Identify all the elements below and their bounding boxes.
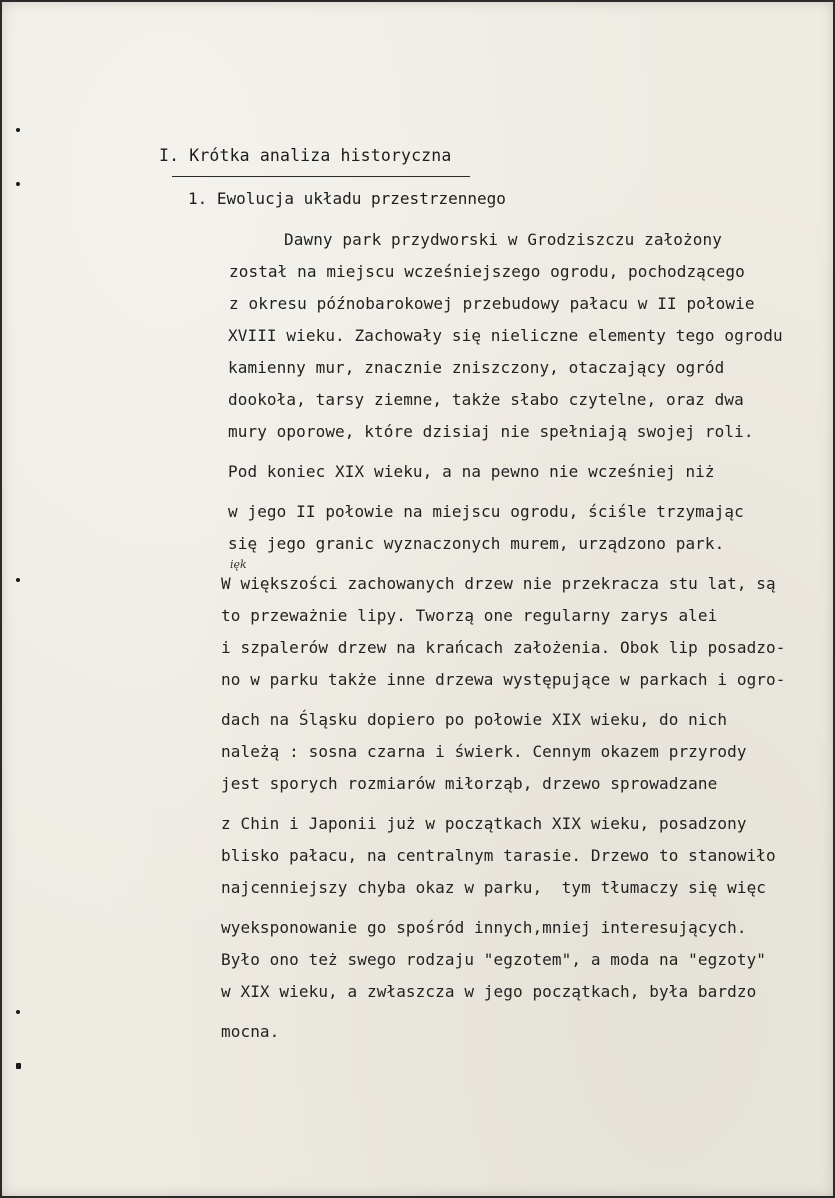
paragraph-line: się jego granic wyznaczonych murem, urządzono park. (228, 534, 725, 553)
margin-mark (16, 1063, 21, 1069)
paragraph-line: i szpalerów drzew na krańcach założenia. Obok lip posadzo- (221, 638, 786, 657)
paragraph-line: blisko pałacu, na centralnym tarasie. Drzewo to stanowiło (221, 846, 776, 865)
margin-mark (16, 1010, 20, 1014)
paragraph-line: Dawny park przydworski w Grodziszczu założony (284, 230, 722, 249)
paragraph-line: dach na Śląsku dopiero po połowie XIX wieku, do nich (221, 710, 728, 729)
paragraph-line: kamienny mur, znacznie zniszczony, otaczający ogród (228, 358, 725, 377)
paragraph-line: w jego II połowie na miejscu ogrodu, ściśle trzymając (228, 502, 744, 521)
paragraph-line: najcenniejszy chyba okaz w parku, tym tłumaczy się więc (221, 878, 767, 897)
paragraph-line: XVIII wieku. Zachowały się nieliczne elementy tego ogrodu (228, 326, 783, 345)
paragraph-line: z Chin i Japonii już w początkach XIX wieku, posadzony (221, 814, 747, 833)
section-title: I. Krótka analiza historyczna (159, 146, 452, 165)
handwritten-correction: ięk (230, 558, 247, 571)
paragraph-line: Pod koniec XIX wieku, a na pewno nie wcześniej niż (228, 462, 715, 481)
paragraph-line: mury oporowe, które dzisiaj nie spełniają swojej roli. (228, 422, 754, 441)
paragraph-line: no w parku także inne drzewa występujące w parkach i ogro- (221, 670, 786, 689)
paragraph-line: został na miejscu wcześniejszego ogrodu, pochodzącego (229, 262, 745, 281)
paragraph-line: to przeważnie lipy. Tworzą one regularny zarys alei (221, 606, 718, 625)
subsection-title: 1. Ewolucja układu przestrzennego (188, 189, 506, 208)
paragraph-line: Było ono też swego rodzaju "egzotem", a moda na "egzoty" (221, 950, 767, 969)
margin-mark (16, 578, 20, 582)
title-underline (172, 176, 470, 177)
paragraph-line: należą : sosna czarna i świerk. Cennym okazem przyrody (221, 742, 747, 761)
paragraph-line: w XIX wieku, a zwłaszcza w jego początkach, była bardzo (221, 982, 757, 1001)
paragraph-line: jest sporych rozmiarów miłorząb, drzewo sprowadzane (221, 774, 718, 793)
paragraph-line: mocna. (221, 1022, 280, 1041)
paragraph-line: z okresu późnobarokowej przebudowy pałacu w II połowie (229, 294, 755, 313)
paragraph-line: wyeksponowanie go spośród innych,mniej interesujących. (221, 918, 747, 937)
margin-mark (16, 182, 20, 186)
paragraph-line: dookoła, tarsy ziemne, także słabo czytelne, oraz dwa (228, 390, 744, 409)
paragraph-line: W większości zachowanych drzew nie przekracza stu lat, są (221, 574, 776, 593)
margin-mark (16, 128, 20, 132)
